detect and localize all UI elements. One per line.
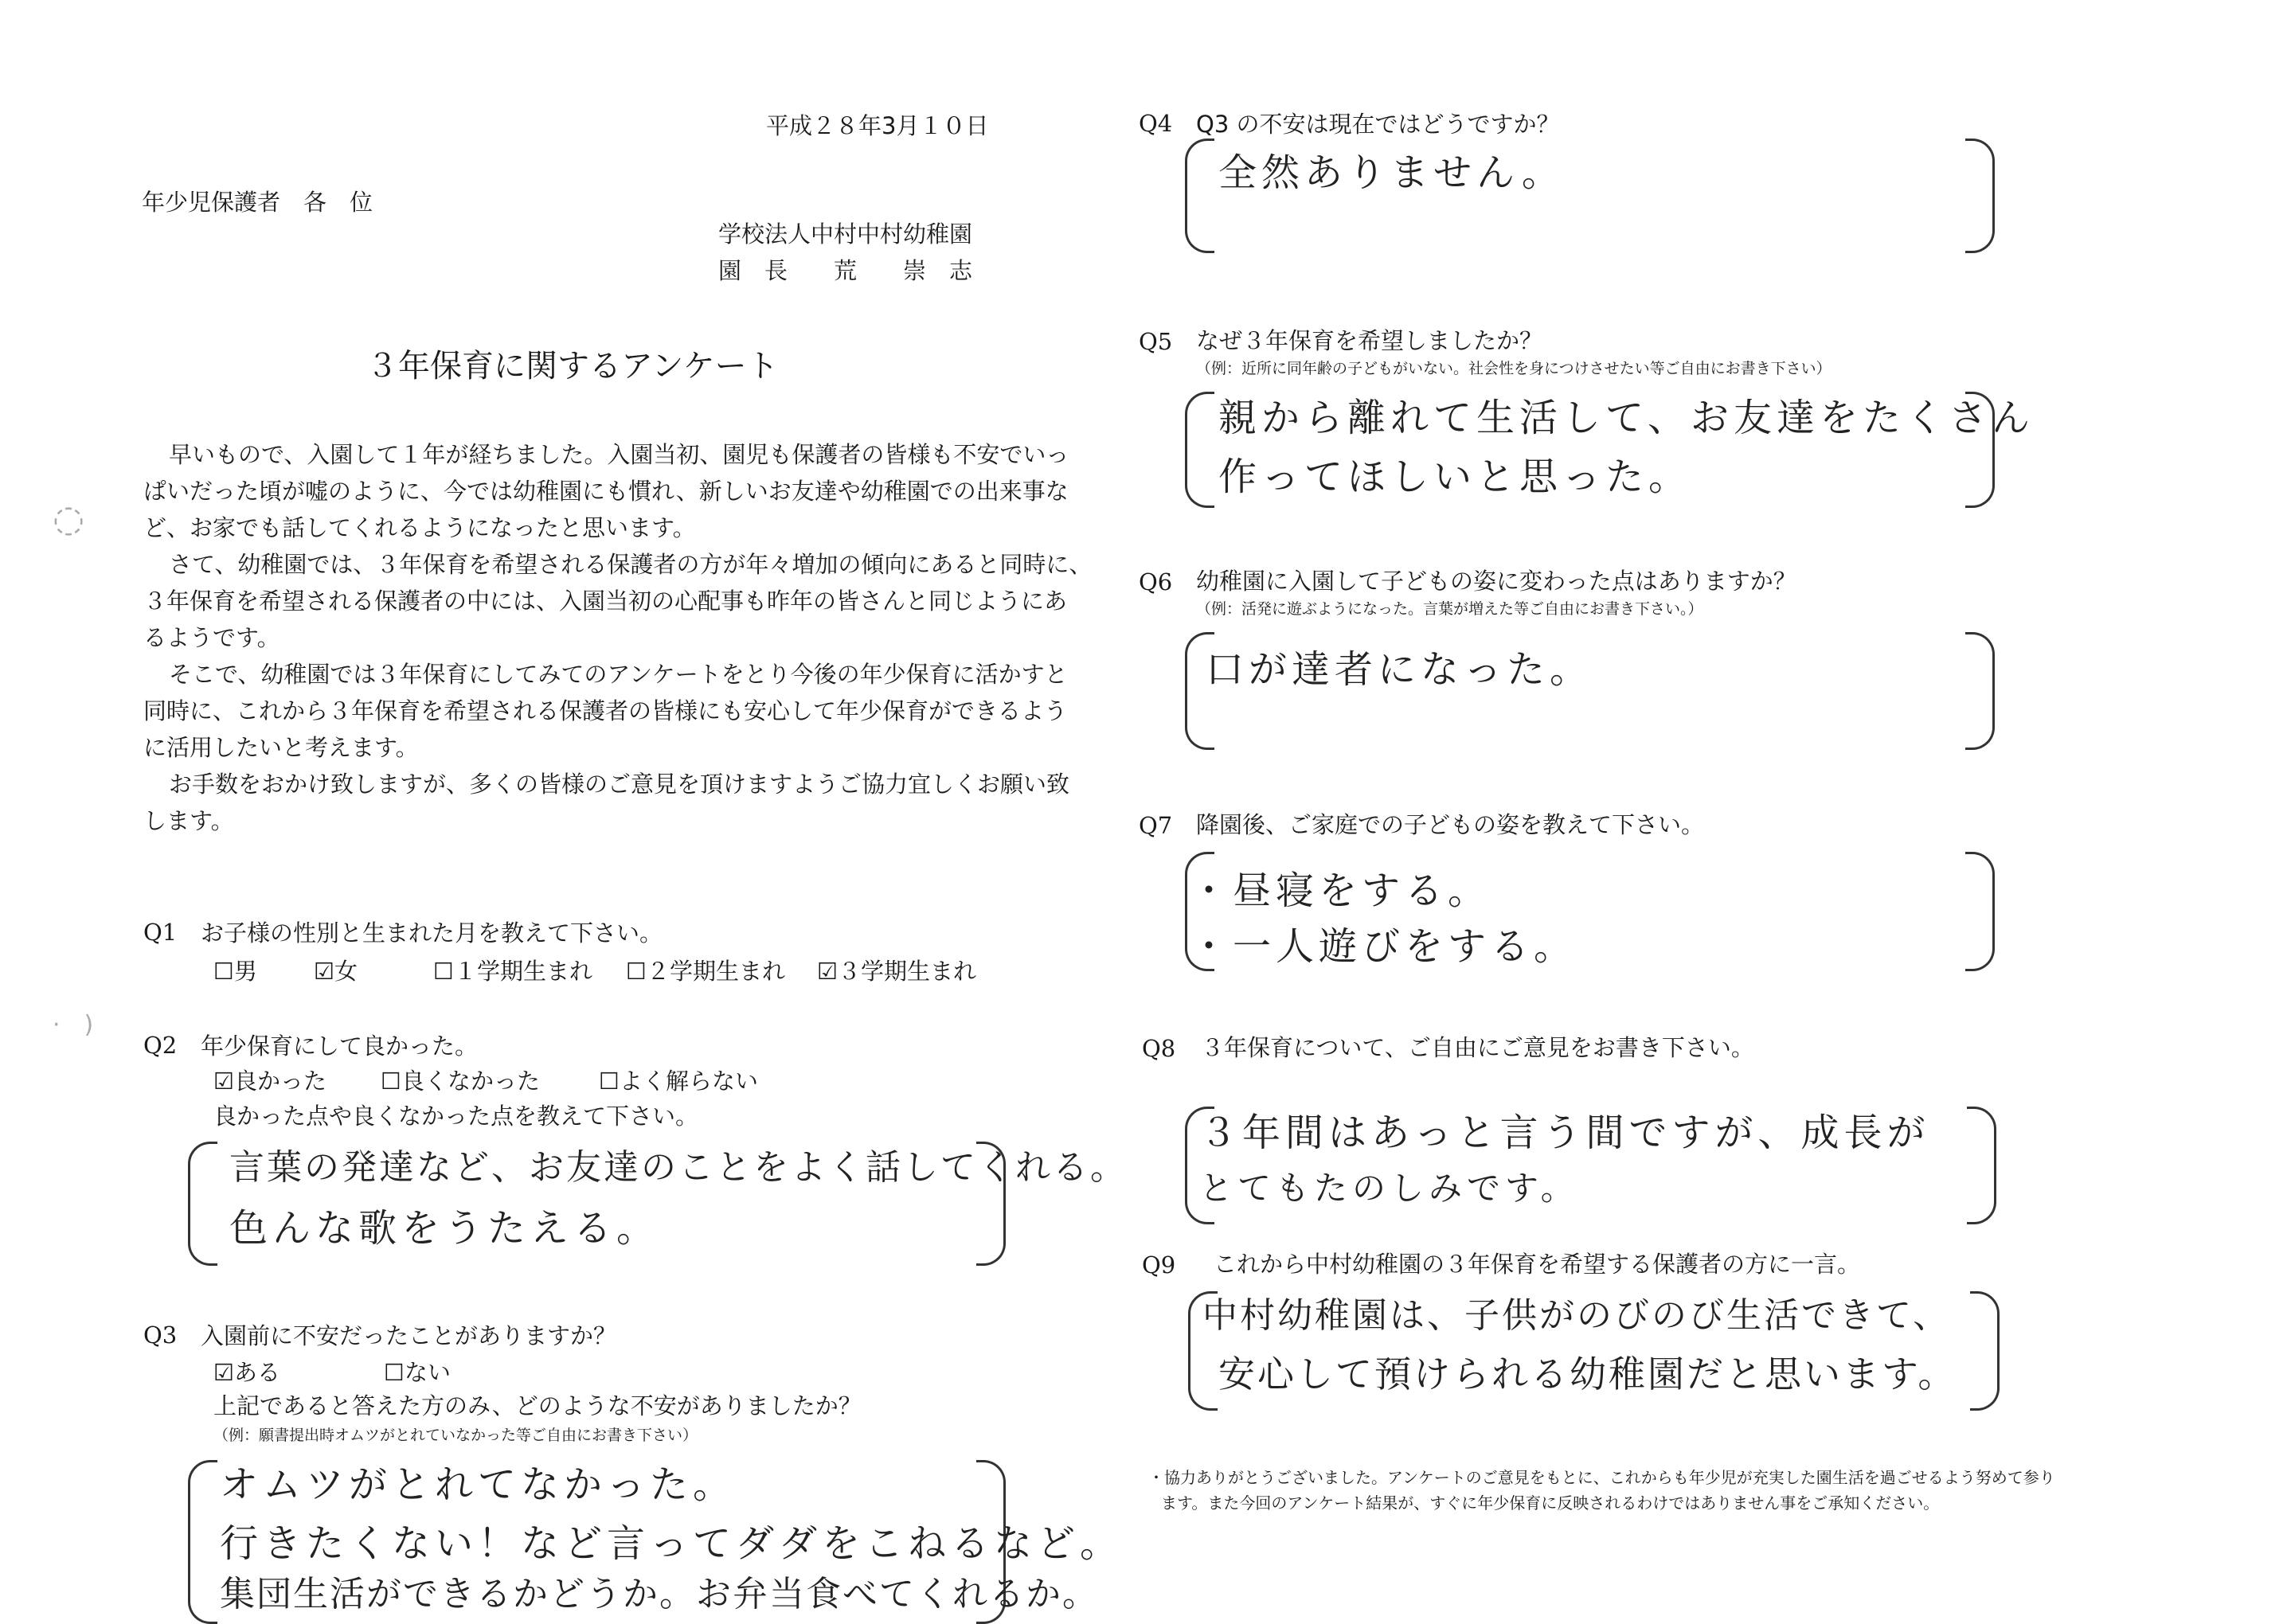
page-title: ３年保育に関するアンケート <box>366 348 779 385</box>
handwritten-answer: 色んな歌をうたえる。 <box>229 1206 660 1251</box>
handwritten-answer: オムツがとれてなかった。 <box>220 1462 737 1507</box>
handwritten-answer: ３年間はあっと言う間ですが、成長が <box>1199 1111 1930 1155</box>
checkbox-yes[interactable]: ☑ある <box>213 1359 280 1386</box>
footer-line: ・協力ありがとうございました。アンケートのご意見をもとに、これからも年少児が充実した園生活を過ごせるよう努めて参り <box>1148 1468 2055 1487</box>
handwritten-answer: 言葉の発達など、お友達のことをよく話してくれる。 <box>229 1147 1128 1188</box>
question-text: 幼稚園に入園して子どもの姿に変わった点はありますか？ <box>1196 568 1796 595</box>
intro-line: 早いもので、入園して１年が経ちました。入園当初、園児も保護者の皆様も不安でいっ <box>169 441 1069 468</box>
question-number: Q2 <box>143 1032 178 1059</box>
question-number: Q5 <box>1139 328 1173 355</box>
punch-hole-mark: ◌ <box>53 497 85 540</box>
checkbox-female[interactable]: ☑女 <box>314 958 358 985</box>
intro-line: 同時に、これから３年保育を希望される保護者の皆様にも安心して年少保育ができるよう <box>143 697 1068 724</box>
question-text: お子様の性別と生まれた月を教えて下さい。 <box>201 919 663 947</box>
checkbox-not-sure[interactable]: ☐よく解らない <box>599 1068 758 1095</box>
question-example: （例：近所に同年齢の子どもがいない。社会性を身につけさせたい等ご自由にお書き下さい） <box>1196 360 1832 377</box>
checkbox-term-3[interactable]: ☑３学期生まれ <box>817 958 976 985</box>
question-number: Q6 <box>1139 568 1173 595</box>
answer-bracket-right <box>1965 632 1995 750</box>
answer-bracket-right <box>1965 139 1995 253</box>
question-number: Q1 <box>143 919 178 946</box>
handwritten-answer: 中村幼稚園は、子供がのびのび生活できて、 <box>1202 1295 1951 1336</box>
checkbox-term-2[interactable]: ☐２学期生まれ <box>626 958 785 985</box>
intro-line: ど、お家でも話してくれるようになったと思います。 <box>143 514 696 541</box>
question-text: これから中村幼稚園の３年保育を希望する保護者の方に一言。 <box>1214 1251 1861 1278</box>
intro-line: ３年保育を希望される保護者の中には、入園当初の心配事も昨年の皆さんと同じようにあ <box>143 588 1068 615</box>
intro-line: ぱいだった頃が嘘のように、今では幼稚園にも慣れ、新しいお友達や幼稚園での出来事な <box>143 478 1069 505</box>
answer-bracket-left <box>188 1142 217 1266</box>
answer-bracket-left <box>1185 392 1214 508</box>
question-text: 入園前に不安だったことがありますか？ <box>201 1322 617 1349</box>
handwritten-answer: 全然ありません。 <box>1218 150 1565 195</box>
checkbox-male[interactable]: ☐男 <box>213 958 257 985</box>
question-number: Q3 <box>143 1321 178 1349</box>
intro-line: お手数をおかけ致しますが、多くの皆様のご意見を頂けますようご協力宜しくお願い致 <box>169 771 1070 798</box>
question-text: 降園後、ご家庭での子どもの姿を教えて下さい。 <box>1196 811 1705 838</box>
handwritten-answer: 集団生活ができるかどうか。お弁当食べてくれるか。 <box>220 1574 1099 1614</box>
handwritten-answer: 行きたくない！など言ってダダをこねるなど。 <box>220 1521 1124 1566</box>
question-subtext: 上記であると答えた方のみ、どのような不安がありましたか？ <box>213 1392 862 1419</box>
checkbox-not-good[interactable]: ☐良くなかった <box>381 1068 540 1095</box>
handwritten-answer: とてもたのしみです。 <box>1199 1169 1579 1208</box>
answer-bracket-left <box>188 1460 217 1624</box>
answer-bracket-right <box>1970 1291 2000 1411</box>
handwritten-answer: 作ってほしいと思った。 <box>1218 455 1692 499</box>
checkbox-no[interactable]: ☐ない <box>384 1359 451 1386</box>
handwritten-answer: ・一人遊びをする。 <box>1190 924 1577 969</box>
question-number: Q7 <box>1139 812 1173 839</box>
intro-line: さて、幼稚園では、３年保育を希望される保護者の方が年々増加の傾向にあると同時に、 <box>169 551 1093 578</box>
answer-bracket-right <box>1965 852 1995 971</box>
organization: 学校法人中村中村幼稚園 <box>718 221 973 248</box>
checkbox-good[interactable]: ☑良かった <box>213 1068 326 1095</box>
intro-line: そこで、幼稚園では３年保育にしてみてのアンケートをとり今後の年少保育に活かすと <box>169 661 1068 688</box>
question-number: Q4 <box>1139 110 1173 137</box>
principal: 園 長 荒 崇 志 <box>718 257 973 284</box>
question-example: （例：活発に遊ぶようになった。言葉が増えた等ご自由にお書き下さい。） <box>1196 600 1703 618</box>
date: 平成２８年3月１０日 <box>766 112 989 139</box>
answer-bracket-left <box>1185 139 1214 253</box>
question-text: ３年保育について、ご自由にご意見をお書き下さい。 <box>1201 1034 1754 1061</box>
intro-line: します。 <box>143 807 234 834</box>
question-text: Q3 の不安は現在ではどうですか？ <box>1196 111 1560 138</box>
recipient: 年少児保護者 各 位 <box>142 189 373 216</box>
handwritten-answer: 口が達者になった。 <box>1206 647 1593 692</box>
answer-bracket-right <box>1967 1107 1996 1224</box>
handwritten-answer: ・昼寝をする。 <box>1190 869 1491 913</box>
punch-hole-mark: · ) <box>53 1011 94 1039</box>
question-text: 年少保育にして良かった。 <box>201 1033 479 1060</box>
handwritten-answer: 親から離れて生活して、お友達をたくさん <box>1218 396 2035 440</box>
intro-line: るようです。 <box>143 624 280 651</box>
question-number: Q8 <box>1142 1035 1176 1062</box>
question-example: （例：願書提出時オムツがとれていなかった等ご自由にお書き下さい） <box>213 1427 698 1444</box>
checkbox-term-1[interactable]: ☐１学期生まれ <box>433 958 592 985</box>
intro-line: に活用したいと考えます。 <box>143 734 419 761</box>
question-text: なぜ３年保育を希望しましたか？ <box>1196 327 1543 354</box>
handwritten-answer: 安心して預けられる幼稚園だと思います。 <box>1218 1353 1957 1396</box>
question-number: Q9 <box>1142 1251 1176 1279</box>
question-subtext: 良かった点や良くなかった点を教えて下さい。 <box>213 1103 699 1130</box>
footer-line: ます。また今回のアンケート結果が、すぐに年少保育に反映されるわけではありません事をご承知ください。 <box>1161 1493 1940 1513</box>
